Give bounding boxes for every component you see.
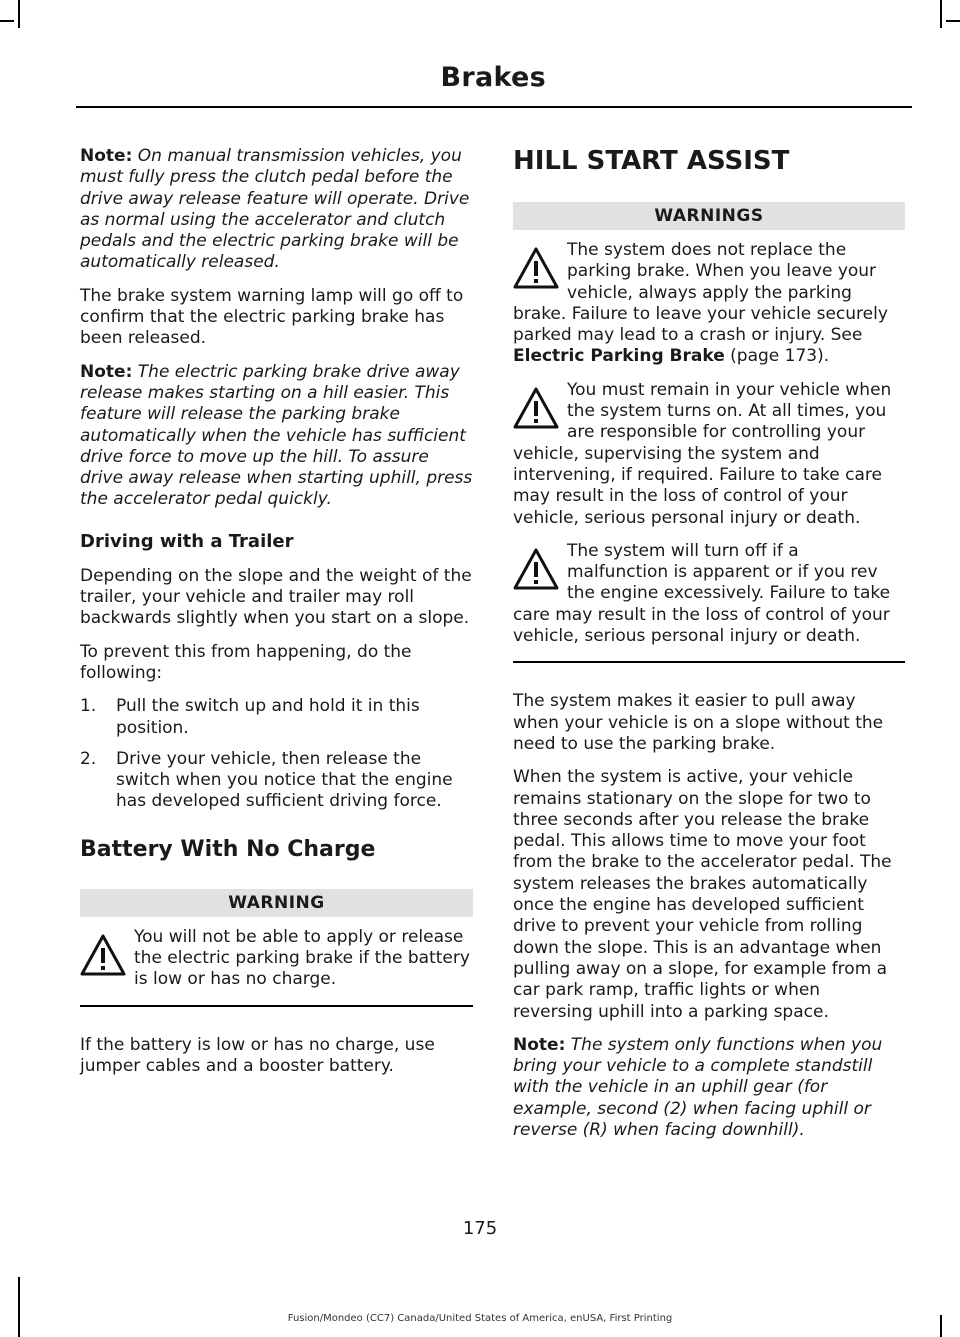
right-column	[513, 146, 905, 1153]
warning-text	[513, 240, 905, 368]
note-drive-away-release	[80, 362, 473, 511]
warning-triangle-icon	[513, 386, 559, 430]
cross-reference-link[interactable]: Electric Parking Brake	[513, 346, 725, 367]
note-text: On manual transmission vehicles, you must fully press the clutch pedal before the drive away release feature will operate. Drive as normal using the accelerator and clutch pedals and the electric parking brake will be automatically released.	[80, 146, 470, 273]
page-number: 175	[462, 1218, 498, 1239]
list-item	[80, 749, 473, 813]
page-reference: (page 173).	[724, 346, 830, 367]
warning-triangle-icon	[513, 547, 559, 591]
crop-mark	[18, 0, 20, 28]
paragraph: To prevent this from happening, do the following:	[80, 641, 412, 683]
left-column	[80, 146, 473, 1089]
crop-mark	[18, 1277, 20, 1337]
note-hill-start	[513, 1035, 905, 1141]
paragraph: Depending on the slope and the weight of the trailer, your vehicle and trailer may roll backwards slightly when you start on a slope.	[80, 565, 472, 629]
steps-list	[80, 696, 473, 812]
page-title: Brakes	[440, 62, 546, 93]
paragraph: If the battery is low or has no charge, use jumper cables and a booster battery.	[80, 1034, 435, 1076]
note-label: Note:	[80, 361, 133, 382]
warning-block	[513, 541, 905, 659]
warning-text: You must remain in your vehicle when the system turns on. At all times, you are responsible for controlling your vehicle, supervising the system and intervening, if required. Failure to take care may result in the loss of control of your vehicle, serious personal injury or death.	[513, 379, 892, 528]
list-item	[80, 696, 473, 739]
section-heading-hill-start: HILL START ASSIST	[513, 146, 790, 176]
warning-block	[513, 240, 905, 368]
section-heading-trailer: Driving with a Trailer	[80, 530, 294, 552]
note-text: The system only functions when you bring your vehicle to a complete standstill with the vehicle in an uphill gear (for example, second (2) when facing uphill or reverse (R) when facing downhill).	[513, 1034, 883, 1140]
footer-text: Fusion/Mondeo (CC7) Canada/United States of America, enUSA, First Printing	[287, 1313, 673, 1324]
note-manual-transmission	[80, 146, 473, 274]
paragraph: The system makes it easier to pull away when your vehicle is on a slope without the need to use the parking brake.	[513, 691, 884, 754]
step-number: 1.	[80, 696, 97, 717]
step-text: Pull the switch up and hold it in this position.	[116, 696, 420, 738]
step-number: 2.	[80, 748, 97, 769]
warning-text-body: The system does not replace the parking brake. When you leave your vehicle, always apply the parking brake. Failure to leave your vehicle securely parked may lead to a crash or injury. See	[513, 240, 888, 346]
warning-block	[80, 927, 473, 1003]
crop-mark	[0, 20, 14, 22]
paragraph: The brake system warning lamp will go off to confirm that the electric parking brake has been released.	[80, 285, 464, 349]
warning-header: WARNING	[80, 889, 473, 917]
warning-end-rule	[80, 1005, 473, 1007]
warning-block	[513, 380, 905, 529]
step-text: Drive your vehicle, then release the switch when you notice that the engine has developed sufficient driving force.	[116, 748, 453, 812]
crop-mark	[940, 0, 942, 28]
warning-triangle-icon	[80, 933, 126, 977]
note-text: The electric parking brake drive away release makes starting on a hill easier. This feature will release the parking brake automatically when the vehicle has sufficient drive force to move up the hill. To assure drive away release when starting uphill, press the accelerator pedal quickly.	[80, 361, 473, 510]
header-rule	[76, 106, 912, 108]
note-label: Note:	[80, 146, 133, 166]
warning-end-rule	[513, 661, 905, 663]
crop-mark	[946, 20, 960, 22]
note-label: Note:	[513, 1034, 566, 1055]
warning-text: The system will turn off if a malfunction is apparent or if you rev the engine excessively. Failure to take care may result in the loss of control of your vehicle, serious personal injury or death.	[513, 540, 891, 647]
warnings-header: WARNINGS	[513, 202, 905, 230]
paragraph: When the system is active, your vehicle remains stationary on the slope for two to three seconds after you release the brake pedal. This allows time to move your foot from the brake to the accelerator pedal. The system releases the brakes automatically once the engine has developed sufficient drive to prevent your vehicle from rolling down the slope. This is an advantage when pulling away on a slope, for example from a car park ramp, traffic lights or when reversing uphill into a parking space.	[513, 767, 892, 1022]
section-heading-battery: Battery With No Charge	[80, 836, 376, 862]
warning-triangle-icon	[513, 246, 559, 290]
warning-text: You will not be able to apply or release the electric parking brake if the battery is low or has no charge.	[134, 926, 470, 990]
